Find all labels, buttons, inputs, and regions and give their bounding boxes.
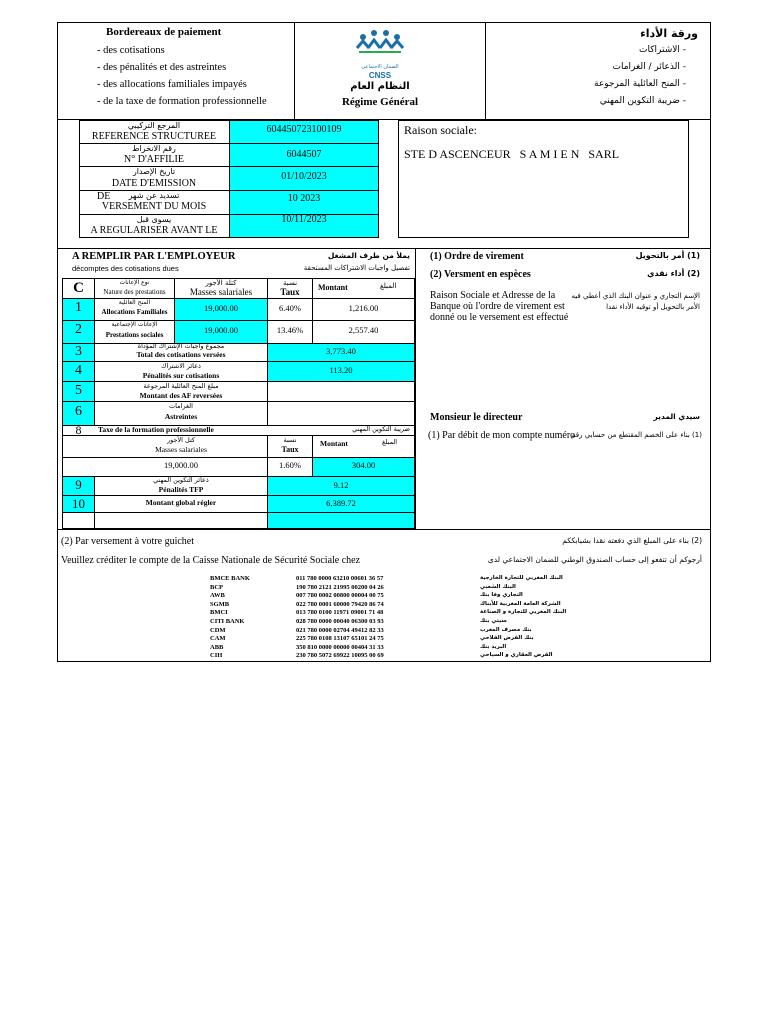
bank-rib: 028 780 0000 00040 06300 03 93 [296, 618, 384, 625]
bank-name: BMCE BANK [210, 575, 250, 582]
row9-arabic: ذعائر التكوين المهني [153, 476, 209, 484]
row10-label: Montant global régler [145, 498, 217, 507]
bank-rib: 230 780 5072 69922 10095 00 69 [296, 652, 384, 660]
row2-arabic: الإعانات الإجتماعية [111, 321, 158, 328]
bank-rib: 022 780 0001 60000 79420 86 74 [296, 600, 384, 608]
tfp-masses-value: 19,000.00 [164, 460, 198, 470]
row4-value: 113.20 [329, 365, 353, 375]
col-nature-header: Nature des prestations [103, 288, 166, 296]
row2-montant: 2,557.40 [348, 325, 379, 335]
bank-rib: 013 780 0100 11971 09001 71 48 [296, 609, 384, 617]
banque-text: donné ou le versement est effectué [430, 312, 569, 323]
tfp-masses-arabic: كتل الأجور [166, 436, 196, 444]
header-left-title: Bordereaux de paiement [106, 26, 222, 38]
date-label: DATE D'EMISSION [111, 178, 197, 189]
tfp-montant-value: 304.00 [351, 460, 376, 470]
logo-text: CNSS [368, 71, 392, 80]
versement-guichet: (2) Par versement à votre guichet [61, 536, 195, 547]
bank-rib: 007 780 0002 00800 00004 00 75 [296, 592, 384, 600]
row2-label: Prestations sociales [105, 331, 164, 339]
row1-taux: 6.40% [279, 303, 301, 313]
row1-masses: 19,000.00 [204, 303, 238, 313]
row3-value: 3,773.40 [326, 346, 356, 356]
col-masses-header: Masses salariales [189, 287, 253, 297]
affilie-value: 6044507 [286, 149, 322, 160]
row6-arabic: الغرامات [169, 402, 193, 410]
affilie-arabic-label: رقم الانخراط [132, 144, 176, 153]
ordre-virement: (1) Ordre de virement [430, 251, 524, 262]
avant-label: A REGULARISER AVANT LE [90, 225, 218, 236]
row8-label: Taxe de la formation professionnelle [98, 425, 214, 434]
bank-name: ABB [210, 643, 224, 651]
mois-label: VERSEMENT DU MOIS [101, 201, 207, 212]
row-number: 1 [75, 300, 82, 315]
row1-montant: 1,216.00 [348, 303, 379, 313]
debit-compte: (1) Par débit de mon compte numéro [428, 430, 576, 441]
bank-name-arabic: بنك مصرف المغرب [480, 626, 532, 633]
bank-name: BCP [210, 583, 223, 591]
tfp-taux-header: Taux [281, 445, 299, 454]
tfp-taux-arabic: نسبة [283, 436, 297, 444]
header-right-item: - المنح العائلية المرجوعة [594, 79, 686, 89]
bank-name: BMCI [210, 609, 228, 617]
col-montant-arabic: المبلغ [380, 282, 397, 290]
bank-rib: 021 780 0000 02704 49412 82 33 [296, 626, 384, 634]
row-number: 2 [75, 322, 82, 337]
date-value: 01/10/2023 [281, 171, 327, 182]
row-number: 3 [75, 344, 82, 359]
mois-label-de: DE [97, 191, 111, 202]
bank-name-arabic: القرض العقاري و السياحي [480, 652, 553, 659]
header-right-item: - الاشتراكات [639, 45, 686, 55]
bank-name-arabic: البريد بنك [480, 643, 507, 650]
bank-name: CDM [210, 626, 226, 634]
employer-subtitle-arabic: تفصيل واجبات الاشتراكات المستحقة [303, 264, 410, 272]
col-nature-arabic: نوع الإعانات [119, 279, 150, 286]
versement-especes: (2) Versment en espèces [430, 269, 531, 280]
row6-label: Astreintes [164, 412, 198, 421]
debit-compte-arabic: (1) بناء على الخصم المقتطع من حسابي رقم [571, 431, 702, 439]
versement-guichet-arabic: (2) بناء على المبلغ الذي دفعته نقدا بشبابككم [562, 536, 702, 545]
bank-rib: 190 780 2121 21995 00200 04 26 [296, 583, 384, 591]
raison-sociale-value: STE D ASCENCEUR S A M I E N SARL [404, 147, 620, 161]
ref-arabic-label: المرجع التركيبي [127, 121, 181, 130]
header-left-item: - des pénalités et des astreintes [97, 62, 227, 73]
col-c-header: C [73, 280, 84, 296]
banque-text: Raison Sociale et Adresse de la [430, 290, 556, 301]
directeur-arabic: سيدي المدير [653, 412, 700, 421]
row-number: 6 [75, 404, 82, 419]
crediter-text-arabic: أرجوكم أن تتفعو إلى حساب الصندوق الوطني للضمان الاجتماعي لدى [487, 555, 702, 564]
bank-name: AWB [210, 592, 225, 600]
row5-arabic: مبلغ المنح العائلية المرجوعة [143, 382, 219, 390]
ref-value: 604450723100109 [266, 124, 342, 135]
bank-rib: 350 810 0000 00000 00404 31 33 [296, 643, 384, 651]
regime-arabic: النظام العام [350, 81, 410, 92]
header-left-item: - des cotisations [97, 45, 165, 56]
date-arabic-label: تاريخ الإصدار [132, 167, 176, 176]
bank-name-arabic: البنك المغربي للتجارة و الصناعة [480, 609, 567, 616]
col-taux-header: Taux [280, 287, 300, 297]
bank-name: CIH [210, 652, 223, 660]
affilie-label: N° D'AFFILIE [124, 154, 184, 165]
row-number: 9 [75, 477, 82, 492]
versement-especes-arabic: (2) أداء نقدي [647, 269, 700, 278]
header-left-item: - de la taxe de formation professionnelle [97, 96, 267, 107]
row9-label: Pénalités TFP [158, 485, 204, 494]
regime-title: Régime Général [341, 96, 419, 108]
bank-name: CITI BANK [210, 618, 245, 625]
header-right-title: ورقة الأداء [640, 27, 698, 40]
row1-label: Allocations Familiales [101, 308, 168, 316]
row4-label: Pénalités sur cotisations [142, 371, 220, 380]
header-right-item: - الذعائر / الغرامات [612, 62, 686, 72]
bank-name-arabic: البنك المغربي للتجارة الخارجية [480, 575, 563, 581]
crediter-text: Veuillez créditer le compte de la Caisse Nationale de Sécurité Sociale chez [61, 555, 361, 566]
row3-arabic: مجموع واجبات الإشتراك المؤداة [137, 342, 225, 350]
cnss-logo-icon [355, 28, 405, 64]
bank-name-arabic: الشركة العامة المغربية للأبناك [480, 600, 561, 607]
raison-sociale-label: Raison sociale: [404, 123, 477, 137]
banque-text-arabic: الأمر بالتحويل أو توقيه الأداء نقدا [606, 303, 700, 311]
bank-name: CAM [210, 635, 226, 643]
ref-label: REFERENCE STRUCTUREE [91, 131, 217, 142]
row9-value: 9.12 [333, 480, 349, 490]
employer-title-arabic: يملأ من طرف المشغل [327, 251, 410, 260]
col-montant-header: Montant [318, 283, 348, 292]
row1-arabic: المنح العائلية [118, 299, 151, 306]
bank-name-arabic: البنك الشعبي [480, 583, 516, 590]
row2-taux: 13.46% [276, 325, 304, 335]
employer-title: A REMPLIR PAR L'EMPLOYEUR [72, 251, 236, 262]
row-number: 10 [72, 496, 85, 511]
col-masses-arabic: كتلة الأجور [205, 279, 237, 287]
avant-arabic-label: يسوى قبل [136, 215, 172, 224]
row-number: 4 [75, 363, 82, 378]
bank-name-arabic: سيتي بنك [480, 618, 507, 624]
employer-subtitle: décomptes des cotisations dues [72, 264, 179, 273]
header-right-item: - ضريبة التكوين المهني [599, 96, 686, 106]
bank-name-arabic: بنك القرض الفلاحي [480, 635, 534, 642]
logo-arabic: الضمان الاجتماعي [361, 64, 399, 70]
bank-rib: 011 780 0000 63210 00601 36 57 [296, 575, 384, 582]
bank-name-arabic: التجاري وفا بنك [480, 592, 523, 599]
row-number: 5 [75, 383, 82, 398]
tfp-montant-arabic: المبلغ [382, 438, 398, 446]
bank-rib: 225 780 0108 13107 65101 24 75 [296, 635, 384, 643]
tfp-masses-header: Masses salariales [155, 445, 207, 454]
ordre-virement-arabic: (1) أمر بالتحويل [635, 251, 700, 260]
tfp-montant-header: Montant [320, 439, 348, 448]
banque-text: Banque où l'ordre de virement est [430, 301, 565, 312]
banque-text-arabic: الإسم التجاري و عنوان البنك الذي أعطي فيه [571, 292, 700, 300]
row4-arabic: ذعائر الاشتراك [161, 362, 201, 370]
row2-masses: 19,000.00 [204, 325, 238, 335]
directeur-label: Monsieur le directeur [430, 412, 523, 423]
row10-value: 6,389.72 [326, 498, 356, 508]
col-taux-arabic: نسبة [282, 279, 298, 287]
header-left-item: - des allocations familiales impayés [97, 79, 247, 90]
avant-value: 10/11/2023 [281, 214, 327, 225]
row8-arabic: ضريبة التكوين المهني [352, 425, 410, 433]
mois-value: 10 2023 [287, 193, 321, 204]
tfp-taux-value: 1.60% [279, 460, 301, 470]
row3-label: Total des cotisations versées [136, 350, 226, 359]
raison-sociale-box [398, 120, 689, 238]
row5-label: Montant des AF reversées [139, 391, 223, 400]
row-number: 8 [75, 423, 82, 437]
bank-name: SGMB [210, 600, 230, 608]
mois-arabic-label: تسديد عن شهر [128, 191, 180, 200]
